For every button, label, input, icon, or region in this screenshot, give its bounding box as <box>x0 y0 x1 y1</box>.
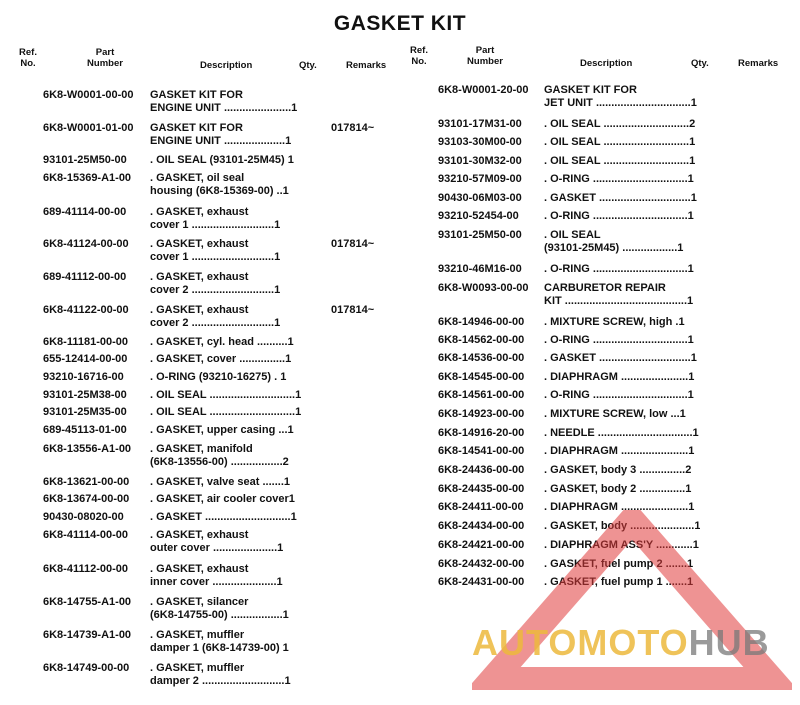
part-number: 93101-17M31-00 <box>438 118 522 130</box>
part-description <box>544 192 700 205</box>
description-line: . DIAPHRAGM ......................1 <box>544 371 695 383</box>
part-description <box>544 408 700 421</box>
description-line: . OIL SEAL ............................1 <box>150 406 302 418</box>
part-description <box>544 282 700 308</box>
description-line: . GASKET, silancer <box>150 596 249 608</box>
description-line: (93101-25M45) ..................1 <box>544 242 684 254</box>
part-description <box>544 464 700 477</box>
part-description <box>150 206 308 232</box>
part-number: 689-45113-01-00 <box>43 424 127 436</box>
description-line: . O-RING ...............................1 <box>544 210 694 222</box>
description-line: . O-RING ...............................1 <box>544 173 694 185</box>
part-description <box>544 352 700 365</box>
part-description <box>150 529 308 555</box>
part-number: 6K8-11181-00-00 <box>43 336 129 348</box>
description-line: . GASKET ............................1 <box>150 511 297 523</box>
part-description <box>544 136 700 149</box>
description-line: . OIL SEAL (93101-25M45) 1 <box>150 154 294 166</box>
part-description <box>544 263 700 276</box>
description-line: GASKET KIT FOR <box>544 84 637 96</box>
part-description <box>150 389 308 402</box>
description-line: . GASKET, exhaust <box>150 304 249 316</box>
description-line: . GASKET, oil seal <box>150 172 245 184</box>
header-qty: Qty. <box>299 60 317 71</box>
description-line: housing (6K8-15369-00) ..1 <box>150 185 289 197</box>
description-line: . OIL SEAL ............................1 <box>544 136 696 148</box>
part-number: 6K8-14749-00-00 <box>43 662 130 674</box>
part-number: 6K8-24435-00-00 <box>438 483 525 495</box>
part-description <box>544 427 700 440</box>
header-part-number: Part Number <box>87 47 123 69</box>
part-description <box>544 483 700 496</box>
description-line: cover 1 ...........................1 <box>150 219 281 231</box>
description-line: . GASKET ..............................1 <box>544 192 697 204</box>
description-line: . GASKET, valve seat .......1 <box>150 476 291 488</box>
part-number: 6K8-14946-00-00 <box>438 316 525 328</box>
description-line: . OIL SEAL ............................1 <box>150 389 302 401</box>
part-number: 93210-46M16-00 <box>438 263 522 275</box>
part-description <box>150 424 308 437</box>
description-line: . GASKET, fuel pump 2 .......1 <box>544 558 694 570</box>
part-number: 6K8-24431-00-00 <box>438 576 525 588</box>
description-line: . OIL SEAL <box>544 229 601 241</box>
part-number: 6K8-13674-00-00 <box>43 493 130 505</box>
description-line: . O-RING ...............................1 <box>544 334 694 346</box>
description-line: . NEEDLE ...............................1 <box>544 427 699 439</box>
part-description <box>150 493 308 506</box>
description-line: . GASKET, body 3 ...............2 <box>544 464 692 476</box>
part-number: 6K8-14536-00-00 <box>438 352 525 364</box>
description-line: inner cover .....................1 <box>150 576 283 588</box>
description-line: . DIAPHRAGM ......................1 <box>544 501 695 513</box>
header-remarks: Remarks <box>346 60 387 71</box>
description-line: . GASKET, cyl. head ..........1 <box>150 336 294 348</box>
part-number: 6K8-14561-00-00 <box>438 389 525 401</box>
description-line: cover 1 ...........................1 <box>150 251 281 263</box>
remark: 017814~ <box>331 304 375 316</box>
remark: 017814~ <box>331 122 375 134</box>
part-description <box>150 406 308 419</box>
part-number: 6K8-24434-00-00 <box>438 520 525 532</box>
part-description <box>150 304 308 330</box>
part-number: 6K8-14916-20-00 <box>438 427 525 439</box>
watermark-text-b: HUB <box>688 622 770 663</box>
part-number: 6K8-41122-00-00 <box>43 304 129 316</box>
description-line: CARBURETOR REPAIR <box>544 282 666 294</box>
part-description <box>544 371 700 384</box>
part-number: 6K8-W0001-20-00 <box>438 84 529 96</box>
description-line: . GASKET, exhaust <box>150 271 249 283</box>
part-description <box>150 563 308 589</box>
part-number: 90430-06M03-00 <box>438 192 522 204</box>
header-ref-no: Ref. No. <box>19 47 37 69</box>
description-line: . GASKET, exhaust <box>150 206 249 218</box>
header-remarks-right: Remarks <box>738 58 779 69</box>
part-number: 689-41114-00-00 <box>43 206 127 218</box>
description-line: . GASKET, air cooler cover1 <box>150 493 295 505</box>
description-line: damper 1 (6K8-14739-00) 1 <box>150 642 289 654</box>
part-description <box>150 172 308 198</box>
part-description <box>150 371 308 384</box>
description-line: (6K8-13556-00) .................2 <box>150 456 289 468</box>
part-number: 6K8-41124-00-00 <box>43 238 129 250</box>
part-number: 689-41112-00-00 <box>43 271 127 283</box>
part-description <box>544 84 700 110</box>
description-line: . GASKET, body 2 ...............1 <box>544 483 692 495</box>
part-number: 6K8-41112-00-00 <box>43 563 129 575</box>
part-number: 6K8-24411-00-00 <box>438 501 524 513</box>
part-description <box>150 511 308 524</box>
description-line: . GASKET, muffler <box>150 629 245 641</box>
part-number: 93101-25M50-00 <box>43 154 127 166</box>
description-line: . GASKET, fuel pump 1 .......1 <box>544 576 694 588</box>
description-line: damper 2 ...........................1 <box>150 675 291 687</box>
part-description <box>150 122 308 148</box>
part-number: 6K8-41114-00-00 <box>43 529 129 541</box>
part-description <box>150 629 308 655</box>
part-number: 93103-30M00-00 <box>438 136 522 148</box>
part-description <box>544 389 700 402</box>
part-number: 93101-25M35-00 <box>43 406 127 418</box>
description-line: . MIXTURE SCREW, high .1 <box>544 316 685 328</box>
part-number: 6K8-14755-A1-00 <box>43 596 132 608</box>
part-description <box>150 476 308 489</box>
description-line: . GASKET, body .....................1 <box>544 520 700 532</box>
description-line: . OIL SEAL ............................1 <box>544 155 696 167</box>
part-number: 6K8-14545-00-00 <box>438 371 525 383</box>
header-part-number-right: Part Number <box>467 45 503 67</box>
part-description <box>544 316 700 329</box>
description-line: . GASKET ..............................1 <box>544 352 697 364</box>
page-title: GASKET KIT <box>333 12 467 35</box>
description-line: . MIXTURE SCREW, low ...1 <box>544 408 686 420</box>
description-line: KIT ........................................1 <box>544 295 694 307</box>
part-number: 6K8-13556-A1-00 <box>43 443 132 455</box>
description-line: . GASKET, exhaust <box>150 529 249 541</box>
part-number: 655-12414-00-00 <box>43 353 128 365</box>
part-number: 6K8-24432-00-00 <box>438 558 525 570</box>
part-number: 90430-08020-00 <box>43 511 124 523</box>
part-number: 93101-25M38-00 <box>43 389 127 401</box>
part-number: 93210-16716-00 <box>43 371 124 383</box>
remark: 017814~ <box>331 238 375 250</box>
part-number: 93101-25M50-00 <box>438 229 522 241</box>
description-line: ENGINE UNIT ......................1 <box>150 102 298 114</box>
part-description <box>544 229 700 255</box>
description-line: outer cover .....................1 <box>150 542 284 554</box>
description-line: . DIAPHRAGM ......................1 <box>544 445 695 457</box>
description-line: . GASKET, manifold <box>150 443 253 455</box>
description-line: ENGINE UNIT ....................1 <box>150 135 292 147</box>
part-description <box>544 155 700 168</box>
part-number: 6K8-24421-00-00 <box>438 539 525 551</box>
header-description-right: Description <box>580 58 633 69</box>
description-line: . O-RING (93210-16275) . 1 <box>150 371 287 383</box>
part-description <box>150 443 308 469</box>
description-line: . GASKET, upper casing ...1 <box>150 424 294 436</box>
header-description: Description <box>200 60 253 71</box>
part-number: 6K8-W0001-01-00 <box>43 122 134 134</box>
description-line: GASKET KIT FOR <box>150 122 243 134</box>
part-description <box>150 271 308 297</box>
part-number: 6K8-14739-A1-00 <box>43 629 132 641</box>
part-number: 93101-30M32-00 <box>438 155 522 167</box>
description-line: GASKET KIT FOR <box>150 89 243 101</box>
part-description <box>150 596 308 622</box>
description-line: . GASKET, cover ...............1 <box>150 353 292 365</box>
part-description <box>544 445 700 458</box>
part-number: 6K8-15369-A1-00 <box>43 172 132 184</box>
part-description <box>544 334 700 347</box>
header-ref-no-right: Ref. No. <box>410 45 428 67</box>
description-line: . O-RING ...............................1 <box>544 263 694 275</box>
part-number: 93210-52454-00 <box>438 210 519 222</box>
part-number: 93210-57M09-00 <box>438 173 522 185</box>
description-line: JET UNIT ...............................1 <box>544 97 697 109</box>
description-line: . GASKET, exhaust <box>150 563 249 575</box>
header-qty-right: Qty. <box>691 58 709 69</box>
part-description <box>544 173 700 186</box>
part-description <box>150 154 308 167</box>
part-description <box>150 353 308 366</box>
part-number: 6K8-W0001-00-00 <box>43 89 134 101</box>
description-line: . DIAPHRAGM ASS'Y ............1 <box>544 539 699 551</box>
description-line: . O-RING ...............................1 <box>544 389 694 401</box>
description-line: . GASKET, exhaust <box>150 238 249 250</box>
part-number: 6K8-14923-00-00 <box>438 408 525 420</box>
part-number: 6K8-14541-00-00 <box>438 445 525 457</box>
description-line: (6K8-14755-00) .................1 <box>150 609 289 621</box>
part-number: 6K8-13621-00-00 <box>43 476 130 488</box>
part-description <box>150 662 308 688</box>
description-line: . OIL SEAL ............................2 <box>544 118 696 130</box>
part-description <box>150 89 308 115</box>
part-number: 6K8-W0093-00-00 <box>438 282 529 294</box>
part-description <box>544 118 700 131</box>
part-number: 6K8-24436-00-00 <box>438 464 525 476</box>
part-description <box>150 238 308 264</box>
description-line: cover 2 ...........................1 <box>150 317 281 329</box>
part-description <box>544 210 700 223</box>
watermark-text-a: AUTOMOTO <box>472 622 689 663</box>
description-line: . GASKET, muffler <box>150 662 245 674</box>
watermark-text <box>472 622 770 664</box>
description-line: cover 2 ...........................1 <box>150 284 281 296</box>
part-number: 6K8-14562-00-00 <box>438 334 525 346</box>
part-description <box>150 336 308 349</box>
